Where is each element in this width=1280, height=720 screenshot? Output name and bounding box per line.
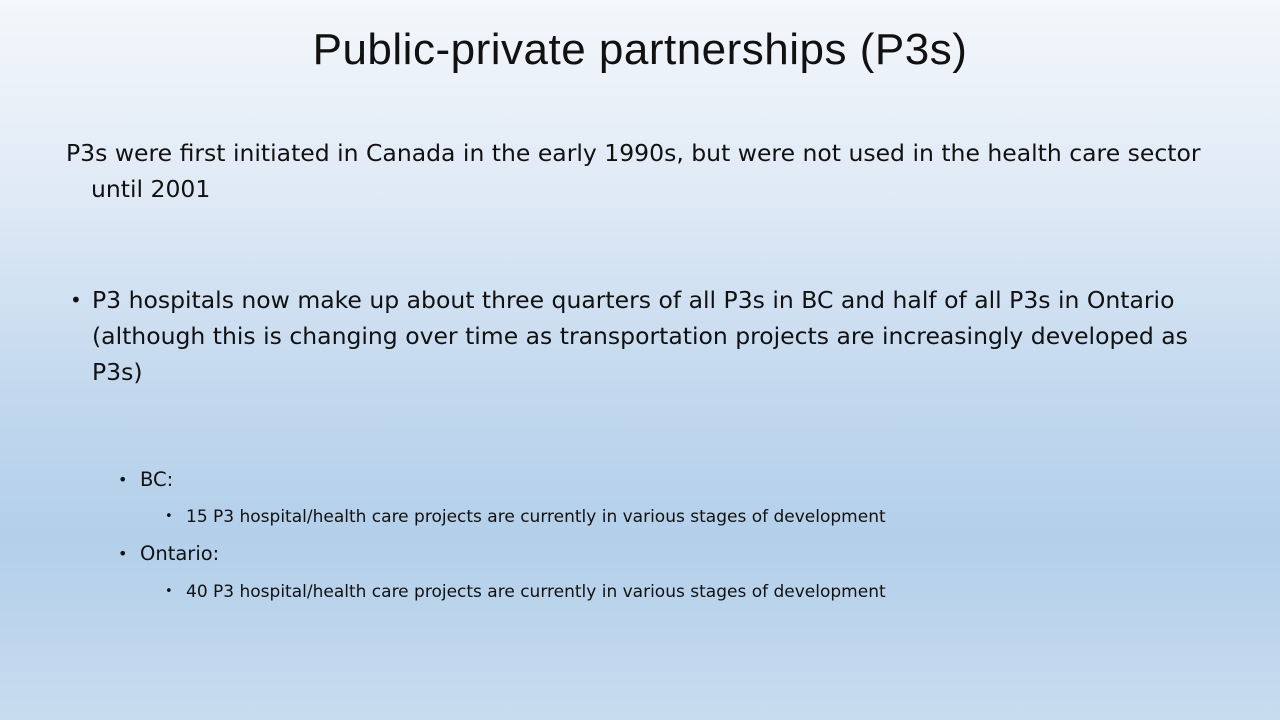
bullet-marker: • [118, 470, 128, 489]
subbullet-bc-label: BC: [140, 468, 174, 491]
bullet-marker: • [165, 584, 173, 599]
bullet-item-p3-hospitals: P3 hospitals now make up about three quarters of all P3s in BC and half of all P3s in Ontario (although this is changing over time as transportation projects are increasingly developed as P3s) [92, 286, 1188, 386]
intro-paragraph: P3s were first initiated in Canada in the early 1990s, but were not used in the health care sector until 2001 [66, 139, 1201, 203]
bullet-marker: • [165, 509, 173, 524]
bullet-marker: • [118, 544, 128, 563]
subbullet-ontario-detail: 40 P3 hospital/health care projects are currently in various stages of development [186, 582, 886, 602]
bullet-marker: • [70, 288, 82, 312]
slide-title: Public-private partnerships (P3s) [312, 25, 968, 74]
subbullet-ontario-label: Ontario: [140, 542, 220, 565]
subbullet-bc-detail: 15 P3 hospital/health care projects are currently in various stages of development [186, 507, 886, 527]
